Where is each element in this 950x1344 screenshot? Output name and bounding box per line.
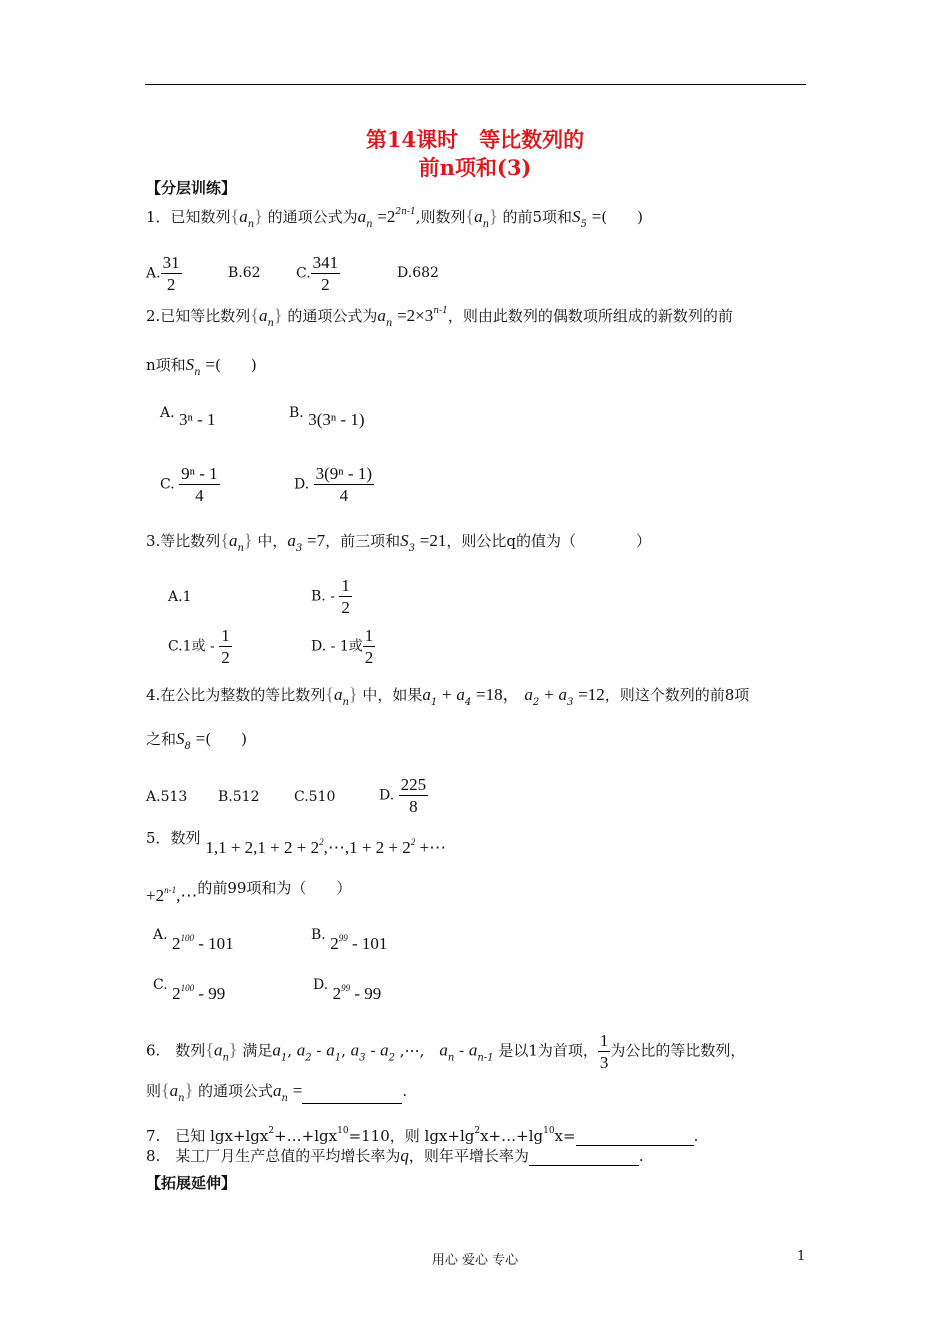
q2-option-b[interactable]: B. 3(3ⁿ - 1) [289,405,365,429]
q3-option-a[interactable]: A.1 [168,589,192,605]
q3-option-b[interactable]: B. - $\frac{1}{2}$ [311,576,350,617]
q1-option-c[interactable]: C. $\frac{341}{2}$ [296,253,339,294]
q5-option-b[interactable]: B. $2^{99} - 101$ [311,927,388,953]
footer-text: 用心 爱心 专心 [431,1253,519,1268]
q5-option-d[interactable]: D. $2^{99} - 99$ [313,977,382,1003]
q5-option-c[interactable]: C. $2^{100} - 99$ [153,977,226,1003]
page-title-line2: 前n项和(3) [418,155,532,180]
section-extension: 【拓展延伸】 [146,1174,237,1192]
q1-option-b[interactable]: B.62 [228,265,261,281]
question-1: 1．已知数列$\{a_n\}$ 的通项公式为$a_n =2^{2n-1}$,则数列$\{a_n\}$ 的前5项和$S_5$ =( ) [146,206,644,230]
q4-option-c[interactable]: C.510 [294,789,336,805]
q2-option-c[interactable]: C. $\frac{\text{9ⁿ - 1}}{4}$ [160,464,218,505]
q2-option-d[interactable]: D. $\frac{\text{3(9ⁿ - 1)}}{4}$ [294,464,372,505]
question-5-line2: $+2^{n-1},\cdots$的前99项和为（ ） [146,879,352,905]
question-4-line2: 之和$S_8$ =( ) [146,729,247,752]
q1-option-a[interactable]: A. $\frac{31}{2}$ [146,253,180,294]
q4-option-d[interactable]: D. $\frac{225}{8}$ [379,775,427,816]
question-5-line1: 5．数列 $1,1 + 2,1 + 2 + 2^2,\cdots,1 + 2 + 2^2$ +⋯ [146,829,447,857]
page-title-line1: 第14课时 等比数列的 [365,127,585,152]
page-number: 1 [797,1249,806,1264]
question-7: 7. 已知 lgx+lgx$^2$+…+lgx$^{10}$=110，则 $\lg x+\lg^2x+\dots+\lg^{10}x=$ . [146,1126,699,1145]
q5-option-a[interactable]: A. $2^{100} - 101$ [153,927,234,953]
q4-option-b[interactable]: B.512 [218,789,260,805]
question-2-line1: 2.已知等比数列$\{a_n\}$ 的通项公式为$a_n =2\times 3^{n-1}$，则由此数列的偶数项所组成的新数列的前 [146,305,733,329]
question-6-line1: 6. 数列$\{a_n\}$ 满足$a_1$, $a_2 - a_1$, $a_3 - a_2$ ,⋯, $a_n - a_{n-1}$ 是以1为首项， $\frac{1}{3}$ 为公比的等比数列， [146,1031,746,1072]
question-6-line2: 则$\{a_n\}$ 的通项公式$a_n$ = . [146,1080,408,1104]
header-rule [145,84,806,85]
question-4-line1: 4.在公比为整数的等比数列$\{a_n\}$ 中，如果$a_1 + a_4 =18$， $a_2 + a_3 =12$，则这个数列的前8项 [146,684,750,708]
answer-blank-6[interactable] [302,1102,402,1104]
q4-option-a[interactable]: A.513 [146,789,188,805]
question-2-line2: n项和$S_n$ =( ) [146,355,257,378]
q2-option-a[interactable]: A. 3ⁿ - 1 [160,405,216,429]
section-training: 【分层训练】 [146,179,237,197]
q3-option-d[interactable]: D. - 1或 $\frac{1}{2}$ [311,626,374,667]
question-8: 8. 某工厂月生产总值的平均增长率为q，则年平增长率为 . [146,1146,644,1165]
answer-blank-8[interactable] [529,1164,639,1166]
q1-option-d[interactable]: D.682 [397,265,439,281]
question-3: 3.等比数列$\{a_n\}$ 中，$a_3 =7$，前三项和$S_3 =21$，则公比q的值为（ ） [146,530,651,554]
q3-option-c[interactable]: C.1或 - $\frac{1}{2}$ [168,626,230,667]
